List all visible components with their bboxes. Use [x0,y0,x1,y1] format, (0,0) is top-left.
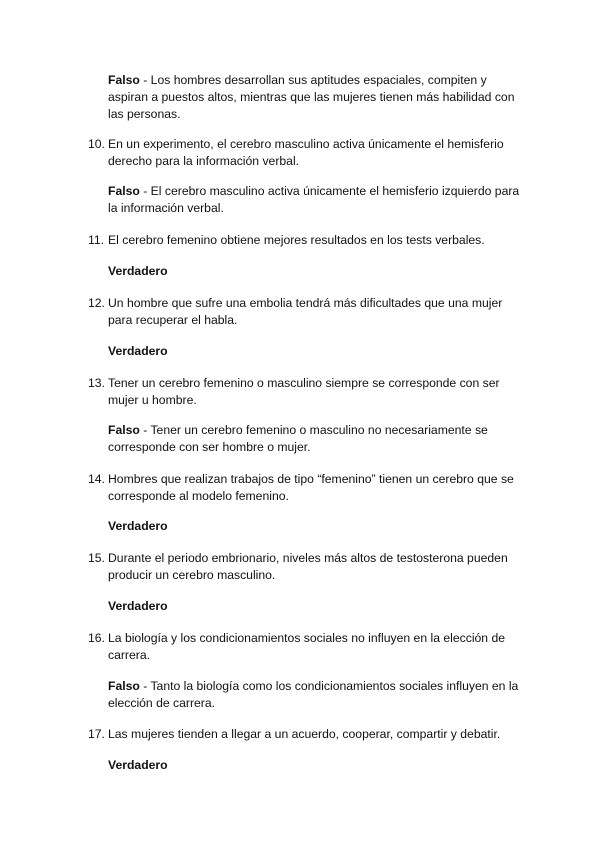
question-text: Tener un cerebro femenino o masculino siempre se corresponde con ser mujer u hombre. [108,376,500,407]
answer-label: Verdadero [108,264,168,278]
question-10 [88,136,528,170]
question-text: La biología y los condicionamientos sociales no influyen en la elección de carrera. [108,631,506,662]
question-text: Durante el periodo embrionario, niveles más altos de testosterona pueden producir un cerebro masculino. [108,551,508,582]
question-11 [88,232,528,249]
answer-17 [108,757,528,774]
question-text: Las mujeres tienden a llegar a un acuerdo, cooperar, compartir y debatir. [108,727,501,741]
answer-label: Verdadero [108,599,168,613]
question-17 [88,726,528,743]
question-13 [88,375,528,409]
answer-13 [108,422,528,456]
question-number: 16. [88,631,105,645]
question-14 [88,471,528,505]
answer-10 [108,183,528,217]
answer-14 [108,518,528,535]
answer-explanation: - Tener un cerebro femenino o masculino no necesariamente se corresponde con ser hombre o mujer. [108,423,488,454]
question-number: 15. [88,551,105,565]
question-text: El cerebro femenino obtiene mejores resultados en los tests verbales. [108,233,485,247]
answer-label: Falso [108,73,140,87]
answer-11 [108,263,528,280]
question-number: 11. [88,233,105,247]
answer-12 [108,343,528,360]
question-number: 12. [88,296,105,310]
answer-label: Verdadero [108,344,168,358]
question-text: Un hombre que sufre una embolia tendrá más dificultades que una mujer para recuperar el habla. [108,296,503,327]
question-12 [88,295,528,329]
answer-9 [108,72,528,123]
question-text: Hombres que realizan trabajos de tipo “femenino” tienen un cerebro que se corresponde al modelo femenino. [108,472,514,503]
answer-label: Falso [108,423,140,437]
question-15 [88,550,528,584]
answer-explanation: - Los hombres desarrollan sus aptitudes espaciales, compiten y aspiran a puestos altos, mientras que las mujeres tienen más habilidad con las personas. [108,73,515,121]
answer-label: Verdadero [108,758,168,772]
answer-label: Falso [108,679,140,693]
answer-16 [108,678,528,712]
question-number: 14. [88,472,105,486]
answer-explanation: - Tanto la biología como los condicionamientos sociales influyen en la elección de carrera. [108,679,519,710]
answer-explanation: - El cerebro masculino activa únicamente el hemisferio izquierdo para la información verbal. [108,184,520,215]
answer-label: Falso [108,184,140,198]
question-number: 17. [88,727,105,741]
answer-15 [108,598,528,615]
question-16 [88,630,528,664]
question-text: En un experimento, el cerebro masculino activa únicamente el hemisferio derecho para la información verbal. [108,137,504,168]
question-number: 10. [88,137,105,151]
answer-label: Verdadero [108,519,168,533]
question-number: 13. [88,376,105,390]
